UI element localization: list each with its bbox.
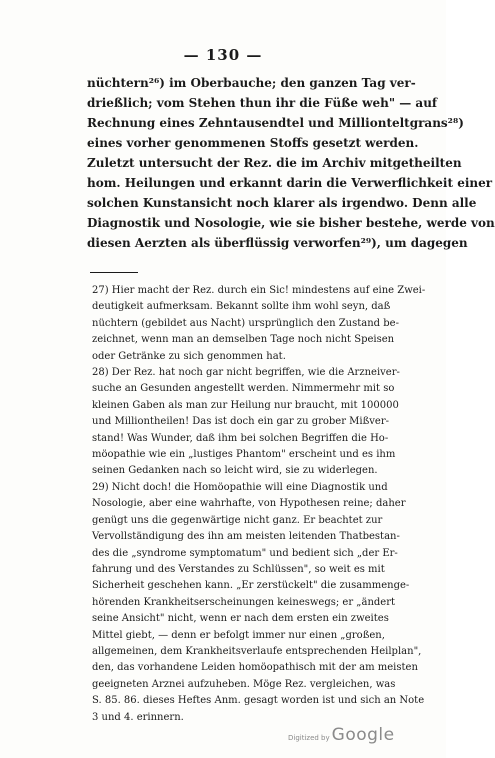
text-line: solchen Kunstansicht noch klarer als irgendwo. Denn alle (87, 196, 477, 210)
main-text (87, 73, 495, 253)
footnote-line: deutigkeit aufmerksam. Bekannt sollte ihm wohl seyn, daß (92, 301, 391, 313)
footnote-line: Vervollständigung des ihn am meisten leitenden Thatbestan- (92, 531, 400, 543)
digitized-label: Digitized by (288, 734, 330, 742)
footnote-line: seinen Gedanken nach so leicht wird, sie zu widerlegen. (92, 465, 378, 477)
footnote-line: kleinen Gaben als man zur Heilung nur braucht, mit 100000 (92, 399, 399, 411)
text-line: diesen Aerzten als überflüssig verworfen²⁹), um dagegen (87, 236, 468, 250)
text-line: nüchtern²⁶) im Oberbauche; den ganzen Tag ver- (87, 76, 416, 90)
footnote-line: allgemeinen, dem Krankheitsverlaufe entsprechenden Heilplan", (92, 645, 422, 657)
footnote-line: seine Ansicht" nicht, wenn er nach dem ersten ein zweites (92, 613, 389, 625)
footnote-line: Nosologie, aber eine wahrhafte, von Hypothesen reine; daher (92, 498, 406, 510)
footnote-line: hörenden Krankheitserscheinungen keineswegs; er „ändert (92, 596, 396, 608)
footnote-line: suche an Gesunden angestellt werden. Nimmermehr mit so (92, 383, 395, 395)
footnote-line: 27) Hier macht der Rez. durch ein Sic! mindestens auf eine Zwei- (92, 285, 426, 296)
footnote-line: geeigneten Arznei aufzuheben. Möge Rez. vergleichen, was (92, 678, 396, 690)
text-line: Zuletzt untersucht der Rez. die im Archiv mitgetheilten (87, 156, 462, 170)
footnote-line: zeichnet, wenn man an demselben Tage noch nicht Speisen (92, 334, 395, 346)
footnote-line: S. 85. 86. dieses Heftes Anm. gesagt worden ist und sich an Note (92, 695, 425, 707)
footnote-line: Mittel giebt, — denn er befolgt immer nur einen „großen, (92, 629, 385, 641)
text-line: Rechnung eines Zehntausendtel und Millionteltgrans²⁸) (87, 116, 464, 130)
footnote-line: 3 und 4. erinnern. (92, 711, 184, 723)
footnote-line: und Milliontheilen! Das ist doch ein gar zu grober Mißver- (92, 416, 390, 428)
footnote-line: stand! Was Wunder, daß ihm bei solchen Begriffen die Ho- (92, 432, 389, 444)
footnote-line: den, das vorhandene Leiden homöopathisch mit der am meisten (92, 662, 418, 674)
footnote-line: Sicherheit geschehen kann. „Er zerstückelt" die zusammenge- (92, 580, 410, 592)
text-line: eines vorher genommenen Stoffs gesetzt werden. (87, 136, 419, 150)
footnote-line: 28) Der Rez. hat noch gar nicht begriffen, wie die Arzneiver- (92, 367, 400, 379)
text-line: Diagnostik und Nosologie, wie sie bisher bestehe, werde von (87, 216, 495, 230)
footnote-line: des die „syndrome symptomatum" und bedient sich „der Er- (92, 547, 398, 559)
page-number: — 130 — (183, 46, 263, 64)
footnote-line: fahrung und des Verstandes zu Schlüssen", so weit es mit (92, 563, 385, 575)
footnote-line: möopathie wie ein „lustiges Phantom" erscheint und es ihm (92, 449, 396, 461)
footnote-line: oder Getränke zu sich genommen hat. (92, 350, 286, 362)
footnote-line: genügt uns die gegenwärtige nicht ganz. Er beachtet zur (92, 514, 383, 526)
digitized-watermark (288, 725, 395, 745)
footnotes (92, 283, 428, 726)
text-line: drießlich; vom Stehen thun ihr die Füße weh" — auf (87, 96, 438, 110)
footnote-line: nüchtern (gebildet aus Nacht) ursprünglich den Zustand be- (92, 317, 399, 329)
google-logo: Google (331, 725, 395, 745)
text-line: hom. Heilungen und erkannt darin die Verwerflichkeit einer (87, 176, 493, 190)
footnote-divider (90, 272, 138, 273)
footnote-line: 29) Nicht doch! die Homöopathie will eine Diagnostik und (92, 481, 388, 493)
